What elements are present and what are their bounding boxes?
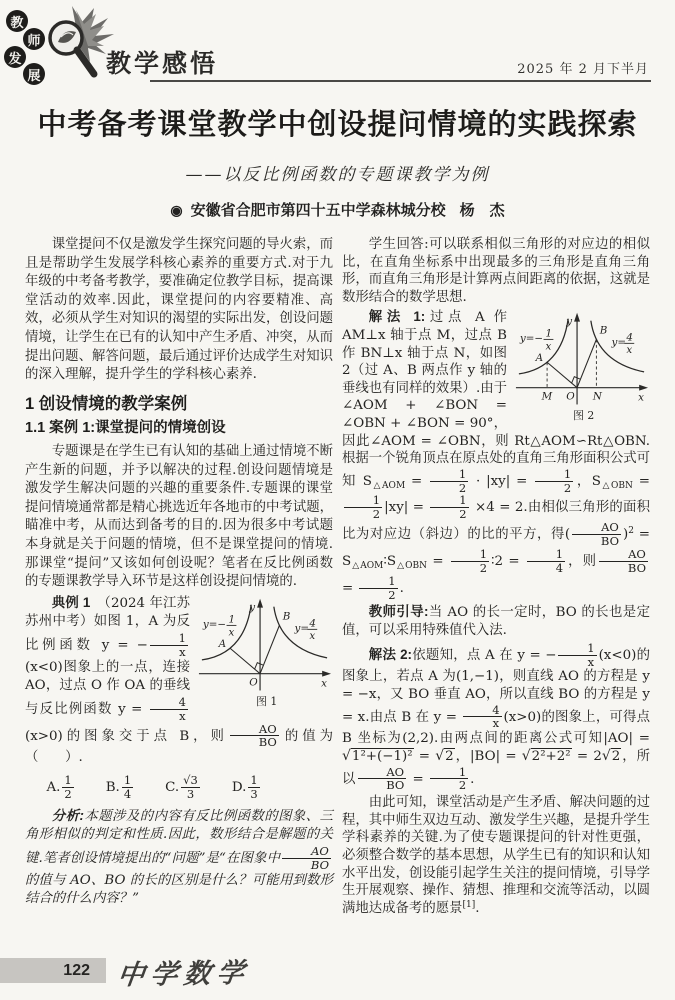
column-section-label: 教学感悟 [106, 50, 219, 78]
author-line [0, 199, 675, 220]
x-axis-arrow [322, 670, 331, 676]
article-title: 中考备考课堂教学中创设提问情境的实践探索 [37, 109, 638, 141]
author-affiliation: 安徽省合肥市第四十五中学森林城分校 [190, 202, 446, 219]
y-axis-arrow [574, 313, 580, 322]
solution-2-paragraph: 解法 2:依题知，点 A 在 y = − $\frac{1}{x}$ (x<0)的图象上，若点 A 为(1,−1)，则直线 AO 的方程是 y = −x，又 BO 垂直 AO，所以直线 BO 的方程是 y = x.由点 B 在 y = $\frac{4}{x}$ (x>0)的图象上，可得点 B 坐标为(2,2).由两点间的距离公式可知|AO| = √1²+(−1)² = √2，|BO| = √2²+2² = 2√2，所以 $\frac{AO}{BO}$ = $\frac{1}{2}$ . [342, 640, 650, 793]
segment-ob [577, 340, 596, 388]
x-axis-arrow [639, 385, 648, 391]
svg-text:x: x [321, 677, 328, 690]
subsection-heading-1-1: 1.1 案例 1:课堂提问的情境创设 [25, 420, 226, 437]
svg-text:x: x [626, 344, 633, 357]
svg-text:y=−: y=− [202, 618, 227, 631]
badge-circle: 展 [23, 63, 45, 85]
svg-text:y: y [249, 601, 256, 614]
svg-text:y=: y= [611, 336, 627, 349]
badge-circle: 教 [6, 10, 28, 32]
badge-circle: 发 [4, 46, 26, 68]
figure-2-caption: 图 2 [573, 409, 595, 423]
options-row: A. $\frac{1}{2}$ B. $\frac{1}{4}$ C. $\frac{√3}{3}$ D. $\frac{1}{3}$ [46, 772, 258, 801]
intro-paragraph: 课堂提问不仅是激发学生探究问题的导火索，而且是帮助学生发展学科核心素养的重要方式.对于九年级的中考备考教学，要准确定位教学目标，提高课堂活动的效率.因此，课堂提问的内容要精准、高效，必须从学生对知识的渴望的实际出发，创设问题情境，让学生在已有的认知中产生矛盾、冲突，从而提出问题、解答问题，最后通过评价达成学生对知识的深入理解，提升学生的学科核心素养. [25, 237, 333, 383]
svg-text:1: 1 [228, 613, 236, 626]
page-header [0, 0, 675, 92]
y-axis-arrow [257, 598, 263, 607]
svg-text:y: y [566, 315, 573, 328]
teacher-guidance-paragraph: 教师引导:当 AO 的长一定时，BO 的长也是定值，可以采用特殊值代入法. [342, 604, 651, 639]
svg-text:O: O [566, 390, 575, 403]
left-column [25, 236, 333, 911]
svg-text:4: 4 [626, 331, 633, 344]
hyperbola-left [519, 319, 568, 374]
svg-text:x: x [638, 391, 645, 404]
svg-text:x: x [228, 625, 235, 638]
journal-logo: 中学数学 [115, 957, 252, 992]
student-answer-paragraph: 学生回答:可以联系相似三角形的对应边的相似比，在直角坐标系中出现最多的三角形是直角三角形，而直角三角形是计算两点间距离的依据，这就是数形结合的数学思想. [342, 237, 650, 305]
svg-text:O: O [249, 676, 258, 689]
svg-text:1: 1 [545, 327, 553, 340]
issue-date: 2025 年 2 月下半月 [517, 62, 649, 77]
figure-1-caption: 图 1 [256, 694, 278, 708]
svg-text:4: 4 [309, 617, 316, 630]
closing-paragraph: 由此可知，课堂活动是产生矛盾、解决问题的过程，其中师生双边互动、激发学生兴趣，是提升学生学科素养的关键.为了使专题课提问的针对性更强，必须整合数学的基本思想，从学生已有的知识和认知水平出发，创设能引起学生关注的提问情境，引导学生开展观察、操作、猜想、推理和交流等活动，以圆满地达成备考的愿景[1]. [342, 795, 650, 916]
svg-text:B: B [282, 610, 291, 623]
svg-text:y=: y= [294, 622, 310, 635]
page-number: 122 [0, 958, 106, 983]
badge-circle: 师 [23, 28, 45, 50]
segment-ob [260, 625, 279, 673]
right-column [342, 236, 650, 919]
svg-text:y=−: y=− [519, 332, 544, 345]
solution-1-text: 解法 1:过点 A 作 AM⊥x 轴于点 M，过点 B 作 BN⊥x 轴于点 N，如图 2（过 A、B 两点作 y 轴的垂线也有同样的效果）.由于 ∠AOM + ∠BON = ∠OBN + ∠BON = 90°，因此∠AOM = ∠OBN，则 Rt△AOM∽Rt△OBN.根据一个锐角顶点在原点处的直角三角形面积公式可知 $S_{\triangle AOM}$ = $\frac{1}{2}$ · |xy| = $\frac{1}{2}$ ，$S_{\triangle OBN}$ = $\frac{1}{2}$ |xy| = $\frac{1}{2}$ ×4 = 2.由相似三角形的面积比为对应边（斜边）的比的平方，得( $\frac{AO}{BO}$ )$^2 = S_{\triangle AOM}∶S_{\triangle OBN}$ = $\frac{1}{2}$ ∶2 = $\frac{1}{4}$ ，则 $\frac{AO}{BO}$ = $\frac{1}{2}$ . [342, 309, 650, 602]
solution-1-block [342, 308, 650, 601]
example-1-block [25, 594, 333, 768]
analysis-paragraph: 分析:本题涉及的内容有反比例函数的图象、三角形相似的判定和性质.因此，数形结合是解题的关键.笔者创设情境提出的“问题”是“在图象中 $\frac{AO}{BO}$ 的值与 AO、BO 的长的区别是什么？可能用到数形结合的什么内容？” [25, 807, 333, 907]
segment-ao [547, 363, 577, 388]
svg-text:x: x [545, 340, 552, 353]
svg-text:x: x [309, 629, 316, 642]
figure-2 [512, 310, 650, 424]
header-rule [150, 80, 651, 82]
magnifier-leaf-icon [38, 4, 116, 84]
example-1-text: 典例 1 （2024 年江苏苏州中考）如图 1，A 为反比例函数 y = − $\frac{1}{x}$ (x<0)图象上的一点，连接 AO，过点 O 作 OA 的垂线与反比例函数 y = $\frac{4}{x}$ (x>0)的图象交于点 B，则 $\frac{AO}{BO}$ 的值为（ ）. [25, 594, 333, 766]
segment-ao [230, 648, 260, 673]
svg-text:B: B [599, 324, 608, 337]
article-subtitle: ——以反比例函数的专题课教学为例 [185, 165, 490, 185]
section-heading-1: 1 创设情境的教学案例 [25, 394, 188, 413]
hyperbola-left [202, 604, 251, 659]
author-bullet-icon: ◉ [170, 202, 183, 218]
svg-text:A: A [535, 352, 544, 365]
svg-text:N: N [592, 390, 602, 403]
svg-text:A: A [218, 637, 227, 650]
svg-text:M: M [541, 390, 553, 403]
case-intro-paragraph: 专题课是在学生已有认知的基础上通过情境不断产生新的问题，并予以解决的过程.创设问题情境是激发学生解决问题的兴趣的重要条件.专题课的课堂提问情境通常都是精心挑选近年各地市的中考试题，瞄准中考，从而达到备考的目的.因为很多中考试题本身就是关于问题的情境，但不是课堂提问的情境.那课堂“提问”又该如何创设呢？笔者在反比例函数的专题课教学导入环节是这样创设提问情境的. [25, 443, 333, 590]
figure-1 [195, 596, 333, 710]
author-name: 杨 杰 [459, 202, 505, 219]
